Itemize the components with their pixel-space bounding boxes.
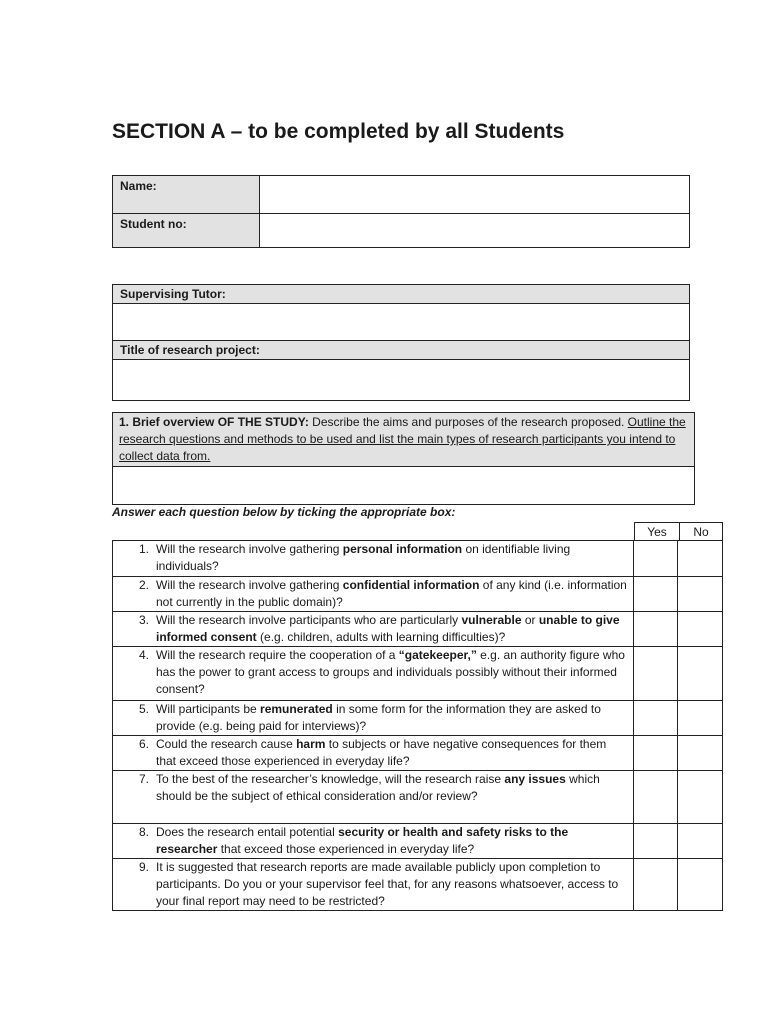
question-text: or (521, 613, 539, 627)
question-text: Will the research involve gathering (156, 578, 343, 592)
yes-checkbox[interactable] (633, 541, 678, 577)
question-bold-text: any issues (504, 772, 566, 786)
question-number: 6. (138, 737, 149, 751)
question-text: (e.g. children, adults with learning difficulties)? (256, 630, 506, 644)
name-label: Name: (113, 176, 260, 214)
question-row (113, 541, 634, 577)
no-checkbox[interactable] (678, 612, 723, 647)
question-bold-text: “gatekeeper,” (398, 648, 477, 662)
question-text: of any kind (i.e. information not currently in the public domain)? (156, 578, 627, 609)
question-text: which should be the subject of ethical consideration and/or review? (156, 772, 600, 803)
no-checkbox[interactable] (678, 736, 723, 771)
study-overview-table (112, 412, 695, 505)
question-bold-text: confidential information (342, 578, 480, 592)
question-row (113, 824, 634, 859)
no-checkbox[interactable] (678, 771, 723, 824)
question-row (113, 736, 634, 771)
question-bold-text: vulnerable (461, 613, 522, 627)
student-no-label: Student no: (113, 214, 260, 248)
question-text: Could the research cause (156, 737, 297, 751)
overview-heading: 1. Brief overview OF THE STUDY: (119, 415, 309, 429)
yes-checkbox[interactable] (633, 612, 678, 647)
question-number: 8. (138, 825, 149, 839)
question-bold-text: harm (296, 737, 326, 751)
no-checkbox[interactable] (678, 824, 723, 859)
question-text: To the best of the researcher’s knowledge, will the research raise (156, 772, 505, 786)
student-identity-table (112, 175, 690, 248)
question-text: Will participants be (156, 702, 261, 716)
no-checkbox[interactable] (678, 577, 723, 612)
question-row (113, 701, 634, 736)
answer-column-headers (634, 522, 723, 541)
question-row (113, 612, 634, 647)
yes-checkbox[interactable] (633, 771, 678, 824)
question-row (113, 577, 634, 612)
question-text: e.g. an authority figure who has the power to grant access to groups and individuals possibly without their informed consent? (156, 648, 625, 696)
research-title-field[interactable] (113, 360, 690, 401)
question-bold-text: unable to give informed consent (156, 613, 620, 644)
question-number: 2. (138, 578, 149, 592)
question-number: 4. (138, 648, 149, 662)
question-text: It is suggested that research reports are made available publicly upon completion to participants. Do you or your supervisor feel that, for any reasons whatsoever, access to your final report may need to be restricted? (156, 860, 619, 908)
study-overview-prompt (113, 413, 695, 467)
question-text: Will the research involve gathering (156, 542, 343, 556)
no-checkbox[interactable] (678, 647, 723, 701)
yes-checkbox[interactable] (633, 701, 678, 736)
question-number: 5. (138, 702, 149, 716)
overview-underlined-text: Outline the research questions and methods to be used and list the main types of research participants you intend to collect data from. (119, 415, 686, 463)
name-field[interactable] (260, 176, 690, 214)
study-overview-field[interactable] (113, 467, 695, 505)
question-text: to subjects or have negative consequences for them that exceed those experienced in everyday life? (156, 737, 607, 768)
no-column-header: No (680, 523, 723, 541)
question-text: on identifiable living individuals? (156, 542, 571, 573)
question-bold-text: remunerated (260, 702, 333, 716)
question-text: Does the research entail potential (156, 825, 339, 839)
supervising-tutor-field[interactable] (113, 304, 690, 341)
question-number: 1. (138, 542, 149, 556)
question-number: 9. (138, 860, 149, 874)
student-no-field[interactable] (260, 214, 690, 248)
question-text: in some form for the information they are asked to provide (e.g. being paid for interviews)? (156, 702, 601, 733)
question-number: 7. (138, 772, 149, 786)
instruction-text: Answer each question below by ticking the appropriate box: (112, 505, 456, 519)
question-text: Will the research involve participants who are particularly (156, 613, 462, 627)
yes-checkbox[interactable] (633, 824, 678, 859)
supervising-tutor-label: Supervising Tutor: (113, 285, 690, 304)
question-row (113, 647, 634, 701)
ethics-questions-table (112, 540, 723, 911)
yes-checkbox[interactable] (633, 736, 678, 771)
page-title: SECTION A – to be completed by all Students (112, 120, 565, 143)
yes-checkbox[interactable] (633, 859, 678, 911)
question-number: 3. (138, 613, 149, 627)
project-info-table (112, 284, 690, 401)
question-text: that exceed those experienced in everyday life? (217, 842, 475, 856)
overview-description: Describe the aims and purposes of the research proposed. (308, 415, 628, 429)
question-text: Will the research require the cooperation of a (156, 648, 399, 662)
question-bold-text: security or health and safety risks to the researcher (156, 825, 569, 856)
question-bold-text: personal information (342, 542, 463, 556)
yes-checkbox[interactable] (633, 577, 678, 612)
no-checkbox[interactable] (678, 541, 723, 577)
no-checkbox[interactable] (678, 859, 723, 911)
question-row (113, 771, 634, 824)
yes-column-header: Yes (635, 523, 680, 541)
no-checkbox[interactable] (678, 701, 723, 736)
research-title-label: Title of research project: (113, 341, 690, 360)
yes-checkbox[interactable] (633, 647, 678, 701)
question-row (113, 859, 634, 911)
